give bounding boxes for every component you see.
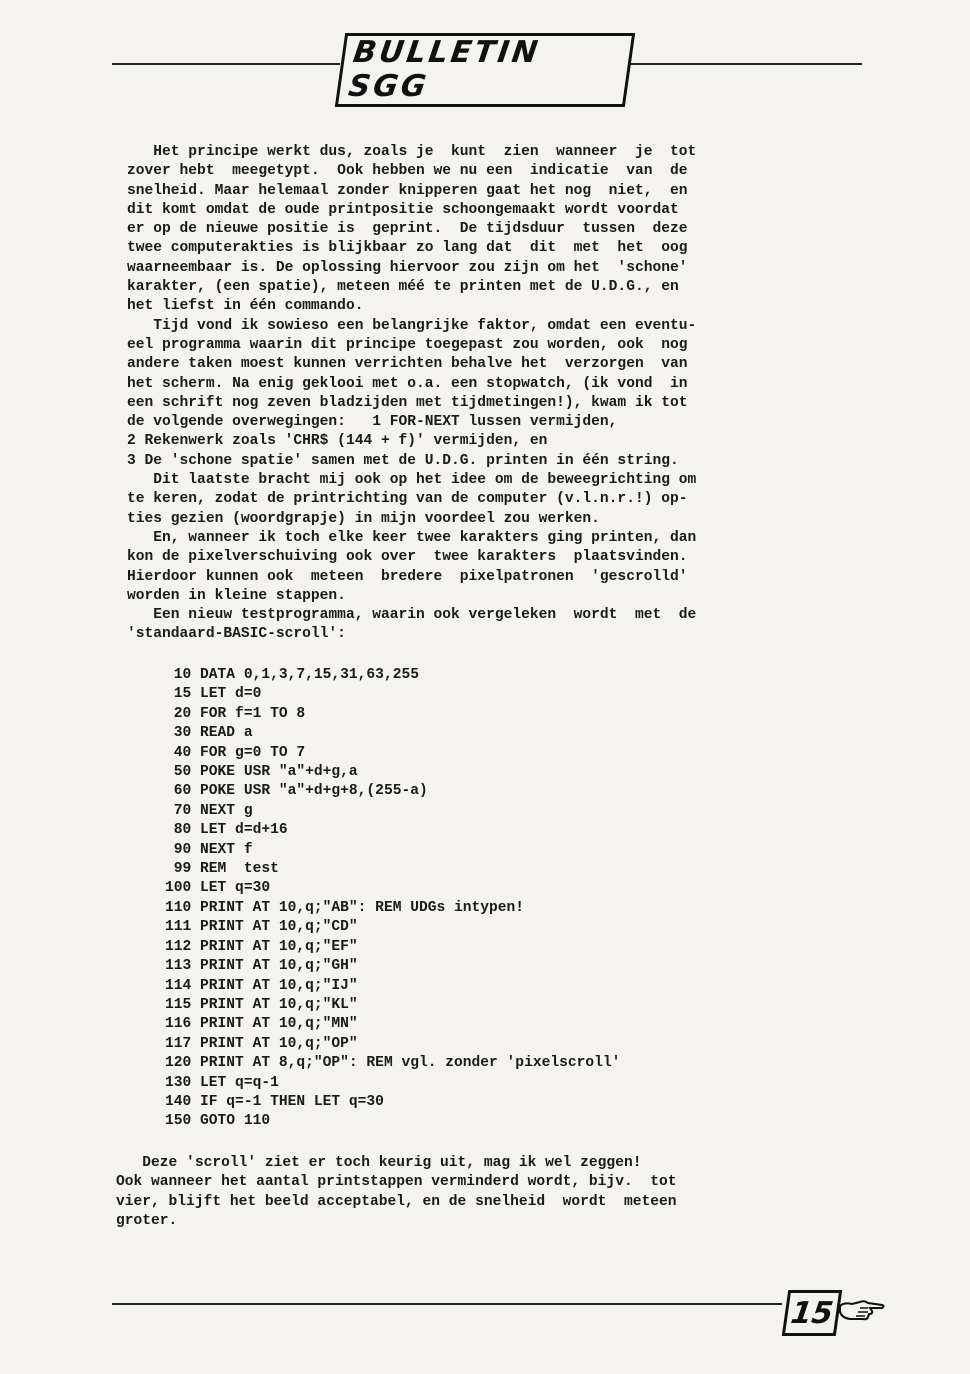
code-line: 60 POKE USR "a"+d+g+8,(255-a) (165, 783, 428, 800)
text-line: ties gezien (woordgrapje) in mijn voordeel zou werken. (127, 510, 600, 527)
code-line: 113 PRINT AT 10,q;"GH" (165, 958, 358, 975)
text-line: waarneembaar is. De oplossing hiervoor zou zijn om het 'schone' (127, 259, 688, 276)
text-line: te keren, zodat de printrichting van de computer (v.l.n.r.!) op- (127, 491, 688, 508)
code-line: 20 FOR f=1 TO 8 (165, 705, 306, 722)
code-line: 100 LET q=30 (165, 880, 271, 897)
text-line: 2 Rekenwerk zoals 'CHR$ (144 + f)' vermijden, en (127, 433, 548, 450)
article-body (127, 143, 752, 645)
text-line: het liefst in één commando. (127, 298, 364, 315)
text-line: Tijd vond ik sowieso een belangrijke faktor, omdat een eventu- (127, 317, 697, 334)
text-line: er op de nieuwe positie is geprint. De tijdsduur tussen deze (127, 221, 688, 238)
code-line: 99 REM test (165, 861, 279, 878)
code-line: 140 IF q=-1 THEN LET q=30 (165, 1093, 384, 1110)
code-line: 30 READ a (165, 725, 253, 742)
text-line: vier, blijft het beeld acceptabel, en de snelheid wordt meteen (116, 1193, 677, 1210)
footer-rule (112, 1303, 782, 1305)
masthead-title: BULLETIN SGG (335, 33, 635, 107)
text-line: dit komt omdat de oude printpositie schoongemaakt wordt voordat (127, 201, 679, 218)
pointing-hand-icon (838, 1296, 886, 1324)
text-line: Dit laatste bracht mij ook op het idee om de beweegrichting om (127, 472, 697, 489)
text-line: Deze 'scroll' ziet er toch keurig uit, mag ik wel zeggen! (116, 1155, 642, 1171)
text-line: kon de pixelverschuiving ook over twee karakters plaatsvinden. (127, 549, 688, 566)
code-line: 114 PRINT AT 10,q;"IJ" (165, 977, 358, 994)
code-line: 130 LET q=q-1 (165, 1074, 279, 1091)
text-line: Een nieuw testprogramma, waarin ook vergeleken wordt met de (127, 607, 697, 624)
text-line: groter. (116, 1212, 178, 1229)
text-line: En, wanneer ik toch elke keer twee karakters ging printen, dan (127, 529, 697, 546)
code-line: 10 DATA 0,1,3,7,15,31,63,255 (165, 667, 419, 683)
code-line: 150 GOTO 110 (165, 1113, 271, 1130)
code-line: 70 NEXT g (165, 802, 253, 819)
page-number: 15 (782, 1290, 842, 1336)
text-line: snelheid. Maar helemaal zonder knipperen gaat het nog niet, en (127, 182, 688, 199)
code-line: 80 LET d=d+16 (165, 822, 288, 839)
masthead (340, 35, 630, 104)
code-line: 90 NEXT f (165, 841, 253, 858)
text-line: andere taken moest kunnen verrichten behalve het verzorgen van (127, 356, 688, 373)
closing-paragraph (116, 1154, 746, 1231)
code-line: 115 PRINT AT 10,q;"KL" (165, 996, 358, 1013)
code-line: 110 PRINT AT 10,q;"AB": REM UDGs intypen! (165, 899, 525, 916)
text-line: Ook wanneer het aantal printstappen verminderd wordt, bijv. tot (116, 1174, 677, 1191)
text-line: een schrift nog zeven bladzijden met tijdmetingen!), kwam ik tot (127, 394, 688, 411)
text-line: eel programma waarin dit principe toegepast zou worden, ook nog (127, 336, 688, 353)
text-line: zover hebt meegetypt. Ook hebben we nu een indicatie van de (127, 163, 688, 180)
text-line: twee computerakties is blijkbaar zo lang dat dit met het oog (127, 240, 688, 257)
text-line: het scherm. Na enig geklooi met o.a. een stopwatch, (ik vond in (127, 375, 688, 392)
basic-program-listing (165, 666, 620, 1132)
code-line: 116 PRINT AT 10,q;"MN" (165, 1016, 358, 1033)
text-line: 3 De 'schone spatie' samen met de U.D.G. printen in één string. (127, 452, 679, 469)
text-line: de volgende overwegingen: 1 FOR-NEXT lussen vermijden, (127, 414, 618, 431)
code-line: 15 LET d=0 (165, 686, 262, 703)
code-line: 111 PRINT AT 10,q;"CD" (165, 919, 358, 936)
code-line: 50 POKE USR "a"+d+g,a (165, 764, 358, 781)
text-line: Het principe werkt dus, zoals je kunt zien wanneer je tot (127, 144, 697, 160)
code-line: 117 PRINT AT 10,q;"OP" (165, 1035, 358, 1052)
text-line: 'standaard-BASIC-scroll': (127, 626, 346, 643)
code-line: 120 PRINT AT 8,q;"OP": REM vgl. zonder 'pixelscroll' (165, 1055, 621, 1072)
text-line: Hierdoor kunnen ook meteen bredere pixelpatronen 'gescrolld' (127, 568, 688, 585)
text-line: karakter, (een spatie), meteen méé te printen met de U.D.G., en (127, 279, 679, 296)
text-line: worden in kleine stappen. (127, 587, 346, 604)
code-line: 40 FOR g=0 TO 7 (165, 744, 306, 761)
code-line: 112 PRINT AT 10,q;"EF" (165, 938, 358, 955)
